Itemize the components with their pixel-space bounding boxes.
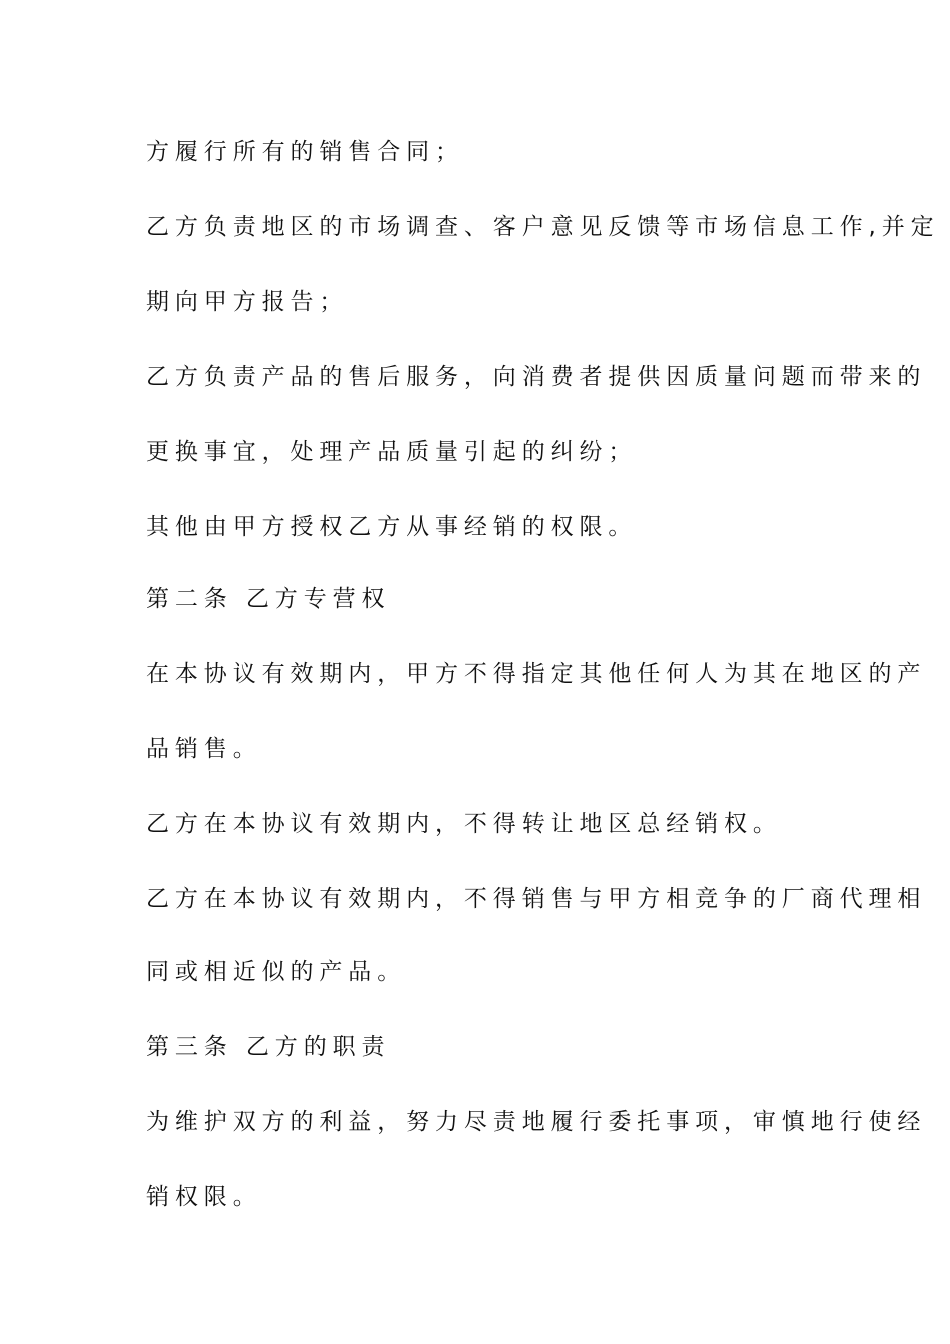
paragraph-line: 品销售。 xyxy=(146,736,262,762)
paragraph-line: 销权限。 xyxy=(146,1184,262,1210)
paragraph-line: 更换事宜，处理产品质量引起的纠纷； xyxy=(146,439,638,465)
paragraph-line: 期向甲方报告； xyxy=(146,289,349,315)
paragraph-line: 乙方负责产品的售后服务，向消费者提供因质量问题而带来的 xyxy=(146,364,927,390)
paragraph-line: 为维护双方的利益，努力尽责地履行委托事项，审慎地行使经 xyxy=(146,1109,927,1135)
paragraph-line: 其他由甲方授权乙方从事经销的权限。 xyxy=(146,514,638,540)
section-heading: 第三条 乙方的职责 xyxy=(146,1034,391,1060)
paragraph-line: 乙方在本协议有效期内，不得转让地区总经销权。 xyxy=(146,811,782,837)
paragraph-line: 乙方负责地区的市场调查、客户意见反馈等市场信息工作,并定 xyxy=(146,214,940,240)
paragraph-line: 方履行所有的销售合同； xyxy=(146,139,464,165)
section-heading: 第二条 乙方专营权 xyxy=(146,586,391,612)
paragraph-line: 同或相近似的产品。 xyxy=(146,959,407,985)
paragraph-line: 在本协议有效期内，甲方不得指定其他任何人为其在地区的产 xyxy=(146,661,927,687)
paragraph-line: 乙方在本协议有效期内，不得销售与甲方相竞争的厂商代理相 xyxy=(146,886,927,912)
